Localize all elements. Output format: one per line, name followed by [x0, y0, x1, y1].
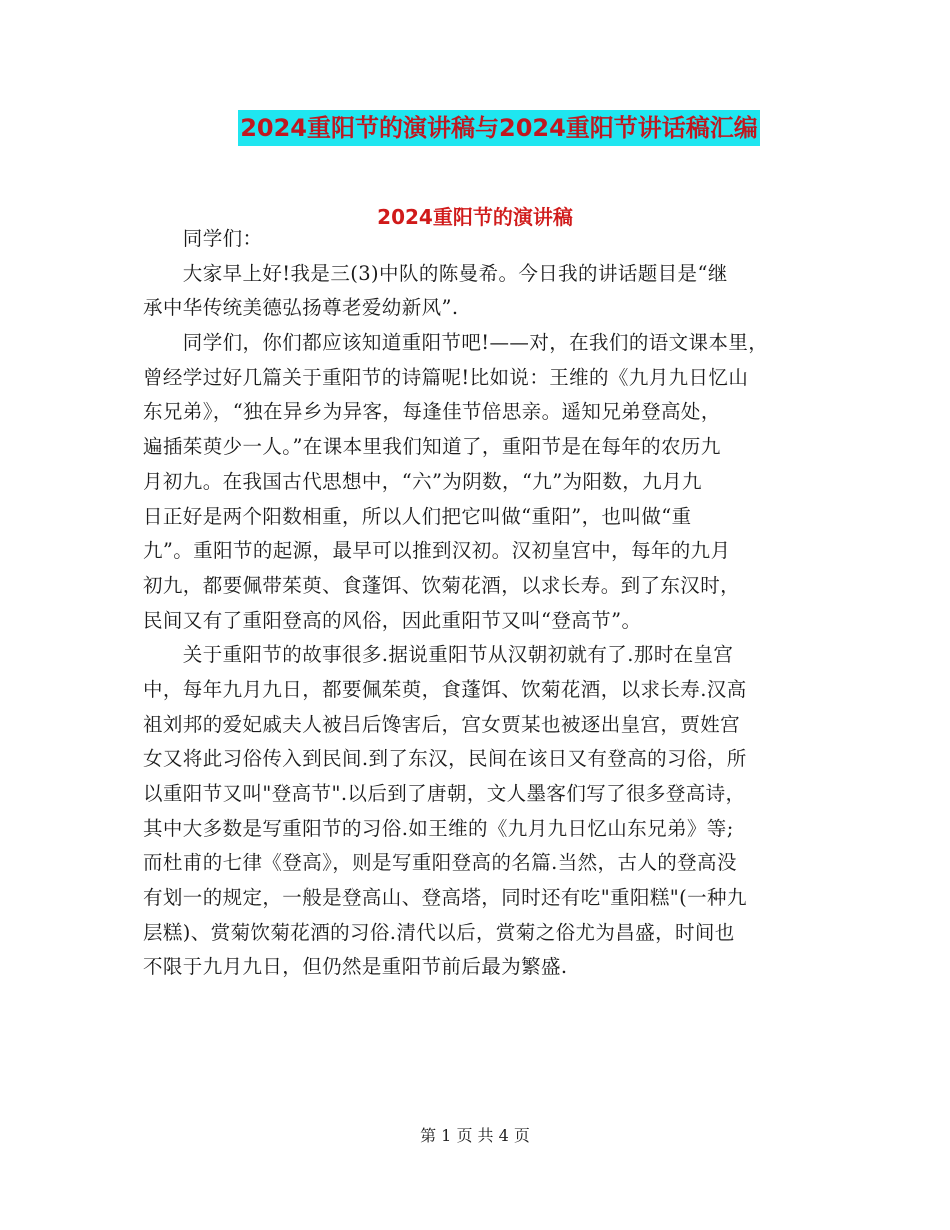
text-line: 民间又有了重阳登高的风俗，因此重阳节又叫“登高节”。 [143, 608, 642, 632]
text-line: 层糕)、赏菊饮菊花酒的习俗.清代以后，赏菊之俗尤为昌盛，时间也 [143, 920, 735, 944]
text-line: 其中大多数是写重阳节的习俗.如王维的《九月九日忆山东兄弟》等; [143, 816, 734, 840]
text-line: 同学们，你们都应该知道重阳节吧!——对，在我们的语文课本里， [143, 331, 769, 355]
text-line: 同学们： [143, 227, 263, 250]
text-line: 不限于九月九日，但仍然是重阳节前后最为繁盛. [143, 955, 568, 979]
text-line: 月初九。在我国古代思想中，“六”为阴数，“九”为阳数，九月九 [143, 469, 702, 493]
text-line: 九”。重阳节的起源，最早可以推到汉初。汉初皇宫中，每年的九月 [143, 539, 731, 563]
text-line: 女又将此习俗传入到民间.到了东汉，民间在该日又有登高的习俗，所 [143, 747, 747, 771]
page-footer: 第 1 页 共 4 页 [420, 1126, 530, 1145]
text-line: 而杜甫的七律《登高》，则是写重阳登高的名篇.当然，古人的登高没 [143, 851, 737, 875]
text-line: 中，每年九月九日，都要佩茱萸，食蓬饵、饮菊花酒，以求长寿.汉高 [143, 677, 747, 701]
text-line: 有划一的规定，一般是登高山、登高塔，同时还有吃"重阳糕"(一种九 [143, 886, 747, 910]
text-line: 东兄弟》，“独在异乡为异客，每逢佳节倍思亲。遥知兄弟登高处， [143, 400, 721, 424]
main-title: 2024重阳节的演讲稿与2024重阳节讲话稿汇编 [238, 110, 760, 146]
text-line: 大家早上好!我是三(3)中队的陈曼希。今日我的讲话题目是“继 [143, 261, 728, 285]
body-text [143, 222, 823, 985]
text-line: 祖刘邦的爱妃戚夫人被吕后馋害后，宫女贾某也被逐出皇宫，贾姓宫 [143, 712, 741, 736]
main-title-container [0, 110, 950, 146]
text-line: 日正好是两个阳数相重，所以人们把它叫做“重阳”，也叫做“重 [143, 504, 692, 528]
text-line: 曾经学过好几篇关于重阳节的诗篇呢!比如说：王维的《九月九日忆山 [143, 365, 749, 389]
section-title: 2024重阳节的演讲稿 [377, 205, 573, 229]
text-line: 关于重阳节的故事很多.据说重阳节从汉朝初就有了.那时在皇宫 [143, 643, 734, 667]
text-line: 遍插茱萸少一人。”在课本里我们知道了，重阳节是在每年的农历九 [143, 435, 721, 459]
text-line: 初九，都要佩带茱萸、食蓬饵、饮菊花酒，以求长寿。到了东汉时， [143, 573, 741, 597]
text-line: 以重阳节又叫"登高节".以后到了唐朝，文人墨客们写了很多登高诗， [143, 782, 746, 805]
text-line: 承中华传统美德弘扬尊老爱幼新风”. [143, 296, 459, 320]
